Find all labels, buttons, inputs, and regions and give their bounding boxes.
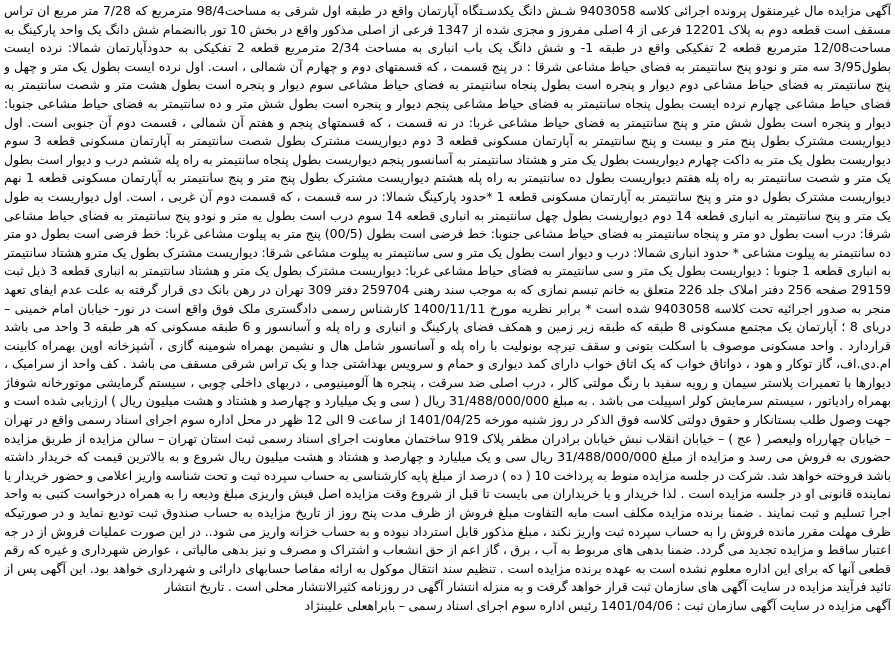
notice-body: آگهی مزایده مال غیرمنقول پرونده اجرائی کلاسه 9403058 شـش دانگ یکدسـتگاه آپارتمان واقع در طبقه اول شرقی به مساحت98/4 مترمربع که 7/28 متر مربع ان تراس مسقف است قطعه دوم به پلاک 12201 فرعی از 4 اصلی مفروز و مجزی شده از 1347 فرعی از اصلی مذکور واقع در بخش 10 تور باانضمام شش دانگ یک واحد پارکینگ به مساحت12/08 مترمربع قطعه 2 تفکیکی واقع در طبقه 1- و شش دانگ یک باب انباری به مساحت 2/34 مترمربع قطعه 2 تفکیکی به حدودآپارتمان شمالا: نرده ایست بطول3/95 سه متر و نودو پنج سانتیمتر به فضای حیاط مشاعی شرقا : در پنج قسمت ، که قسمتهای دوم و چهارم آن شمالی ، است. اول نرده ایست بطول یک متر و چهل و پنج سانتیمتر به فضای حیاط مشاعی دوم دیوار و پنجره است بطول پنجاه سانتیمتر به فضای حیاط مشاعی سوم دیوار و پنجره است بطول هشت متر و شصت سانتیمتر به فضای حیاط مشاعی چهارم نرده ایست بطول پنجاه سانتیمتر به فضای حیاط مشاعی پنجم دیوار و پنجره است بطول شش متر و ده سانتیمتر به فضای حیاط مشاعی جنوبا: دیوار و پنجره است بطول شش متر و پنج سانتیمتر به فضای حیاط مشاعی غربا: در نه قسمت ، که قسمتهای پنجم و هفتم آن شمالی ، قسمت دوم آن جنوبی است. اول دیواریست مشترک بطول پنج متر و بیست و پنج سانتیمتر به آپارتمان مسکونی قطعه 3 دوم دیواریست مشترک بطول شصت سانتیمتر به آپارتمان مسکونی قطعه 3 سوم دیواریست بطول یک متر به داکت چهارم دیواریست بطول یک متر و هشتاد سانتیمتر به آسانسور پنجم دیواریست بطول پنجاه سانتیمتر به راه پله ششم درب و دیوار است بطول یک متر و شصت سانتیمتر به راه پله هفتم دیواریست بطول ده سانتیمتر به راه پله هشتم دیواریست مشترک بطول پنج متر و پنج سانتیمتر به آپارتمان مسکونی قطعه 1 نهم دیواریست مشترک بطول دو متر و پنج سانتیمتر به آپارتمان مسکونی قطعه 1 *حدود پارکینگ شمالا: در سه قسمت ، که قسمت دوم آن غربی ، است. اول دیواریست به طول یک متر و پنج سانتیمتر به انباری قطعه 14 دوم دیواریست بطول چهل سانتیمتر به انباری قطعه 14 سوم درب است بطول یه متر و نودو پنج سانتیمتر به فضای حیاط مشاعی شرقا: درب است بطول دو متر و پنجاه سانتیمتر به فضای حیاط مشاعی جنوبا: خط فرضی است بطول (00/5) پنج متر به پیلوت مشاعی غربا: خط فرضی است بطول دو متر ده سانتیمتر به پیلوت مشاعی * حدود انباری شمالا: درب و دیوار است بطول یک متر و سی سانتیمتر به پیلوت مشاعی شرقا: دیواریست مشترک بطول یک مترو هشتاد سانتیمتر به انباری قطعه 1 جنوبا : دیواریست بطول یک متر و سی سانتیمتر به فضای حیاط مشاعی غربا: دیواریست مشترک بطول یک متر و هشتاد سانتیمتر به انباری قطعه 3 ذیل ثبت 29159 صفحه 256 دفتر املاک جلد 226 متعلق به خانم تبسم نمازی که به موجب سند رهنی 259704 دفتر 309 تهران در رهن بانک دی قرار گرفته به علت عدم ایفای تعهد منجر به صدور اجرائیه تحت کلاسه 9403058 شده است * برابر نظریه مورخ 1400/11/11 کارشناس رسمی دادگستری ملک فوق واقع است در نور- خیابان امام خمینی – دریای 8 ؛ آپارتمان یک مجتمع مسکونی 8 طبقه که طبقه زیر زمین و همکف فضای پارکینگ و انباری و راه پله و آسانسور و 6 طبقه مسکونی که هر طبقه 3 واحد می باشد قراردارد . واحد مسکونی موصوف با اسکلت بتونی و سقف تیرچه بونولیت با راه پله و آسانسور شامل هال و نشیمن بهمراه شومینه گازی ، آشپزخانه اوپن بهمراه کابینت ام.دی.اف، گاز توکار و هود ، دواتاق خواب که یک اتاق خواب دارای کمد دیواری و حمام و سرویس بهداشتی جدا و یک تراس شرقی مسقف می باشد . کف واحد از سرامیک ، دیوارها با تعمیرات پلاستر سیمان و رویه سفید با رنگ مولتی کالر ، درب اصلی ضد سرقت ، پنجره ها آلومینیومی ، دربهای داخلی چوبی ، سیستم گرمایشی موتورخانه شوفاژ بهمراه رادیاتور ، سیستم سرمایش کولر اسپیلت می باشد . به مبلغ 31/488/000/000 ریال ( سی و یک میلیارد و چهارصد و هشتاد و هشت میلیون ریال ) ارزیابی شده است و جهت وصول طلب بستانکار و حقوق دولتی کلاسه فوق الذکر در روز شنبه مورخه 1401/04/25 از ساعت 9 الی 12 ظهر در محل اداره سوم اجرای اسناد رسمی واقع در تهران – خیابان چهارراه ولیعصر ( عج ) – خیابان انقلاب نبش خیابان برادران مظفر پلاک 919 ساختمان معاونت اجرای اسناد رسمی ثبت استان تهران – سالن مزایده از طریق مزایده حضوری به فروش می رسد و مزایده از مبلغ 31/488/000/000 ریال سی و یک میلیارد و چهارصد و هشتاد و هشت میلیون ریال شروع و به بالاترین قیمت که خریدار داشته باشد فروخته خواهد شد. شرکت در جلسه مزایده منوط به پرداخت 10 ( ده ) درصد از مبلغ پایه کارشناسی به حساب سپرده ثبت و تحت شناسه واریز اعلامی و حضور خریدار یا نماینده قانونی او در جلسه مزایده است . لذا خریدار و یا خریداران می بایست تا قبل از شروع وقت مزایده اصل فیش واریزی مبلغ ودیعه را به همراه درخواست کتبی به واحد اجرا تسلیم و ثبت نمایند . ضمنا برنده مزایده مکلف است مابه التفاوت مبلغ فروش از ظرف مدت پنج روز از تاریخ مزایده به حساب صندوق ثبت تودیع نماید و در صورتیکه ظرف مهلت مقرر مانده فروش را به حساب سپرده ثبت واریز نکند ، مبلغ مذکور قابل استرداد نبوده و به حساب خزانه واریز می شود.. در این صورت عملیات فروش از در جه اعتبار ساقط و مزایده تجدید می گردد. ضمنا بدهی های مربوط به آب ، برق ، گاز اعم از حق انشعاب و اشتراک و مصرف و نیز بدهی مالیاتی ، عوارض شهرداری و غیره که رقم قطعی آنها که برای این اداره معلوم نشده است به عهده برنده مزایده است . تنظیم سند انتقال موکول به ارائه مفاصا حسابهای دارائی و شهرداری خواهد بود. این آگهی پس از تائید فرآیند مزایده در سایت آگهی های سازمان ثبت قرار خواهد گرفت و به منزله انتشار آگهی در روزنامه کثیرالانتشار محلی است . تاریخ انتشار (4, 3, 891, 595)
notice-footer: آگهی مزایده در سایت آگهی سازمان ثبت : 1401/04/06 رئیس اداره سوم اجرای اسناد رسمی – بابراهعلی علیبنژاد (304, 598, 891, 613)
auction-notice-text (4, 2, 891, 648)
